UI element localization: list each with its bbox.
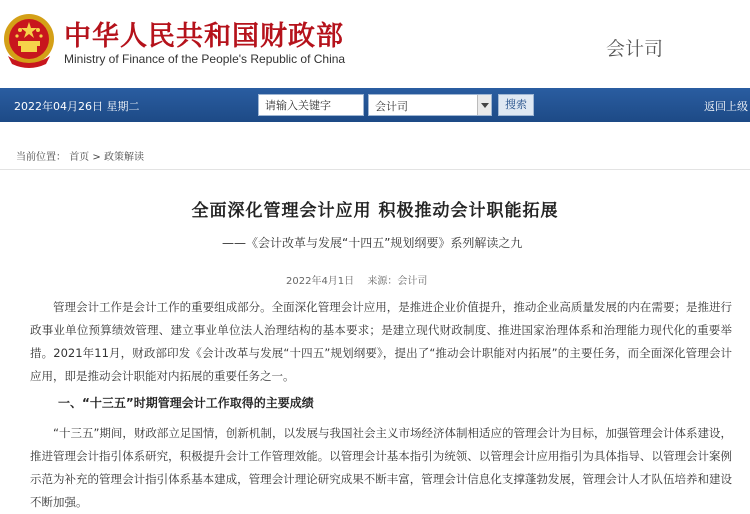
site-header: [0, 0, 750, 88]
article-title: 全面深化管理会计应用 积极推动会计职能拓展: [191, 201, 559, 221]
breadcrumb-policy[interactable]: 政策解读: [103, 152, 144, 163]
article-paragraph: “十三五”期间，财政部立足国情，创新机制，以发展与我国社会主义市场经济体制相适应的管理会计为目标，加强管理会计体系建设，推进管理会计指引体系研究，积极提升会计工作管理效能。以管理会计基本指引为统领、以管理会计应用指引为具体指导、以管理会计案例示范为补充的管理会计指引体系基本建成，管理会计理论研究成果不断丰富，管理会计信息化支撑蓬勃发展，管理会计人才队伍培养和建设不断加强。: [30, 426, 732, 509]
search-input[interactable]: [258, 94, 364, 116]
nav-bar: [0, 88, 750, 122]
breadcrumb-bar: [0, 140, 750, 170]
section-heading: 一、“十三五”时期管理会计工作取得的主要成绩: [58, 396, 314, 410]
article-subtitle: ——《会计改革与发展“十四五”规划纲要》系列解读之九: [222, 236, 523, 250]
department-name: 会计司: [606, 38, 664, 60]
search-button[interactable]: 搜索: [498, 94, 534, 116]
article-source: 来源：会计司: [367, 276, 428, 287]
site-title-english: Ministry of Finance of the People's Republic of China: [64, 52, 346, 66]
site-select[interactable]: [368, 94, 492, 116]
breadcrumb-prefix: 当前位置：: [16, 152, 66, 163]
chevron-down-icon[interactable]: [477, 95, 491, 115]
article-meta: [286, 272, 437, 287]
back-link[interactable]: 返回上级: [704, 100, 748, 113]
article-date: 2022年4月1日: [286, 276, 355, 287]
breadcrumb-home[interactable]: 首页: [69, 152, 90, 163]
article-paragraph: 管理会计工作是会计工作的重要组成部分。全面深化管理会计应用，是推进企业价值提升，推动企业高质量发展的内在需要；是推进行政事业单位预算绩效管理、建立事业单位法人治理结构的基本要求；是建立现代财政制度、推进国家治理体系和治理能力现代化的重要举措。2021年11月，财政部印发《会计改革与发展“十四五”规划纲要》，提出了“推动会计职能对内拓展”的主要任务，而全面深化管理会计应用，即是推动会计职能对内拓展的重要任务之一。: [30, 300, 732, 383]
site-select-value: 会计司: [375, 100, 408, 113]
breadcrumb: [16, 148, 144, 163]
national-emblem-icon: [2, 10, 56, 72]
breadcrumb-separator: >: [92, 152, 101, 163]
current-date: 2022年04月26日 星期二: [14, 100, 140, 113]
site-title: 中华人民共和国财政部: [64, 21, 344, 52]
